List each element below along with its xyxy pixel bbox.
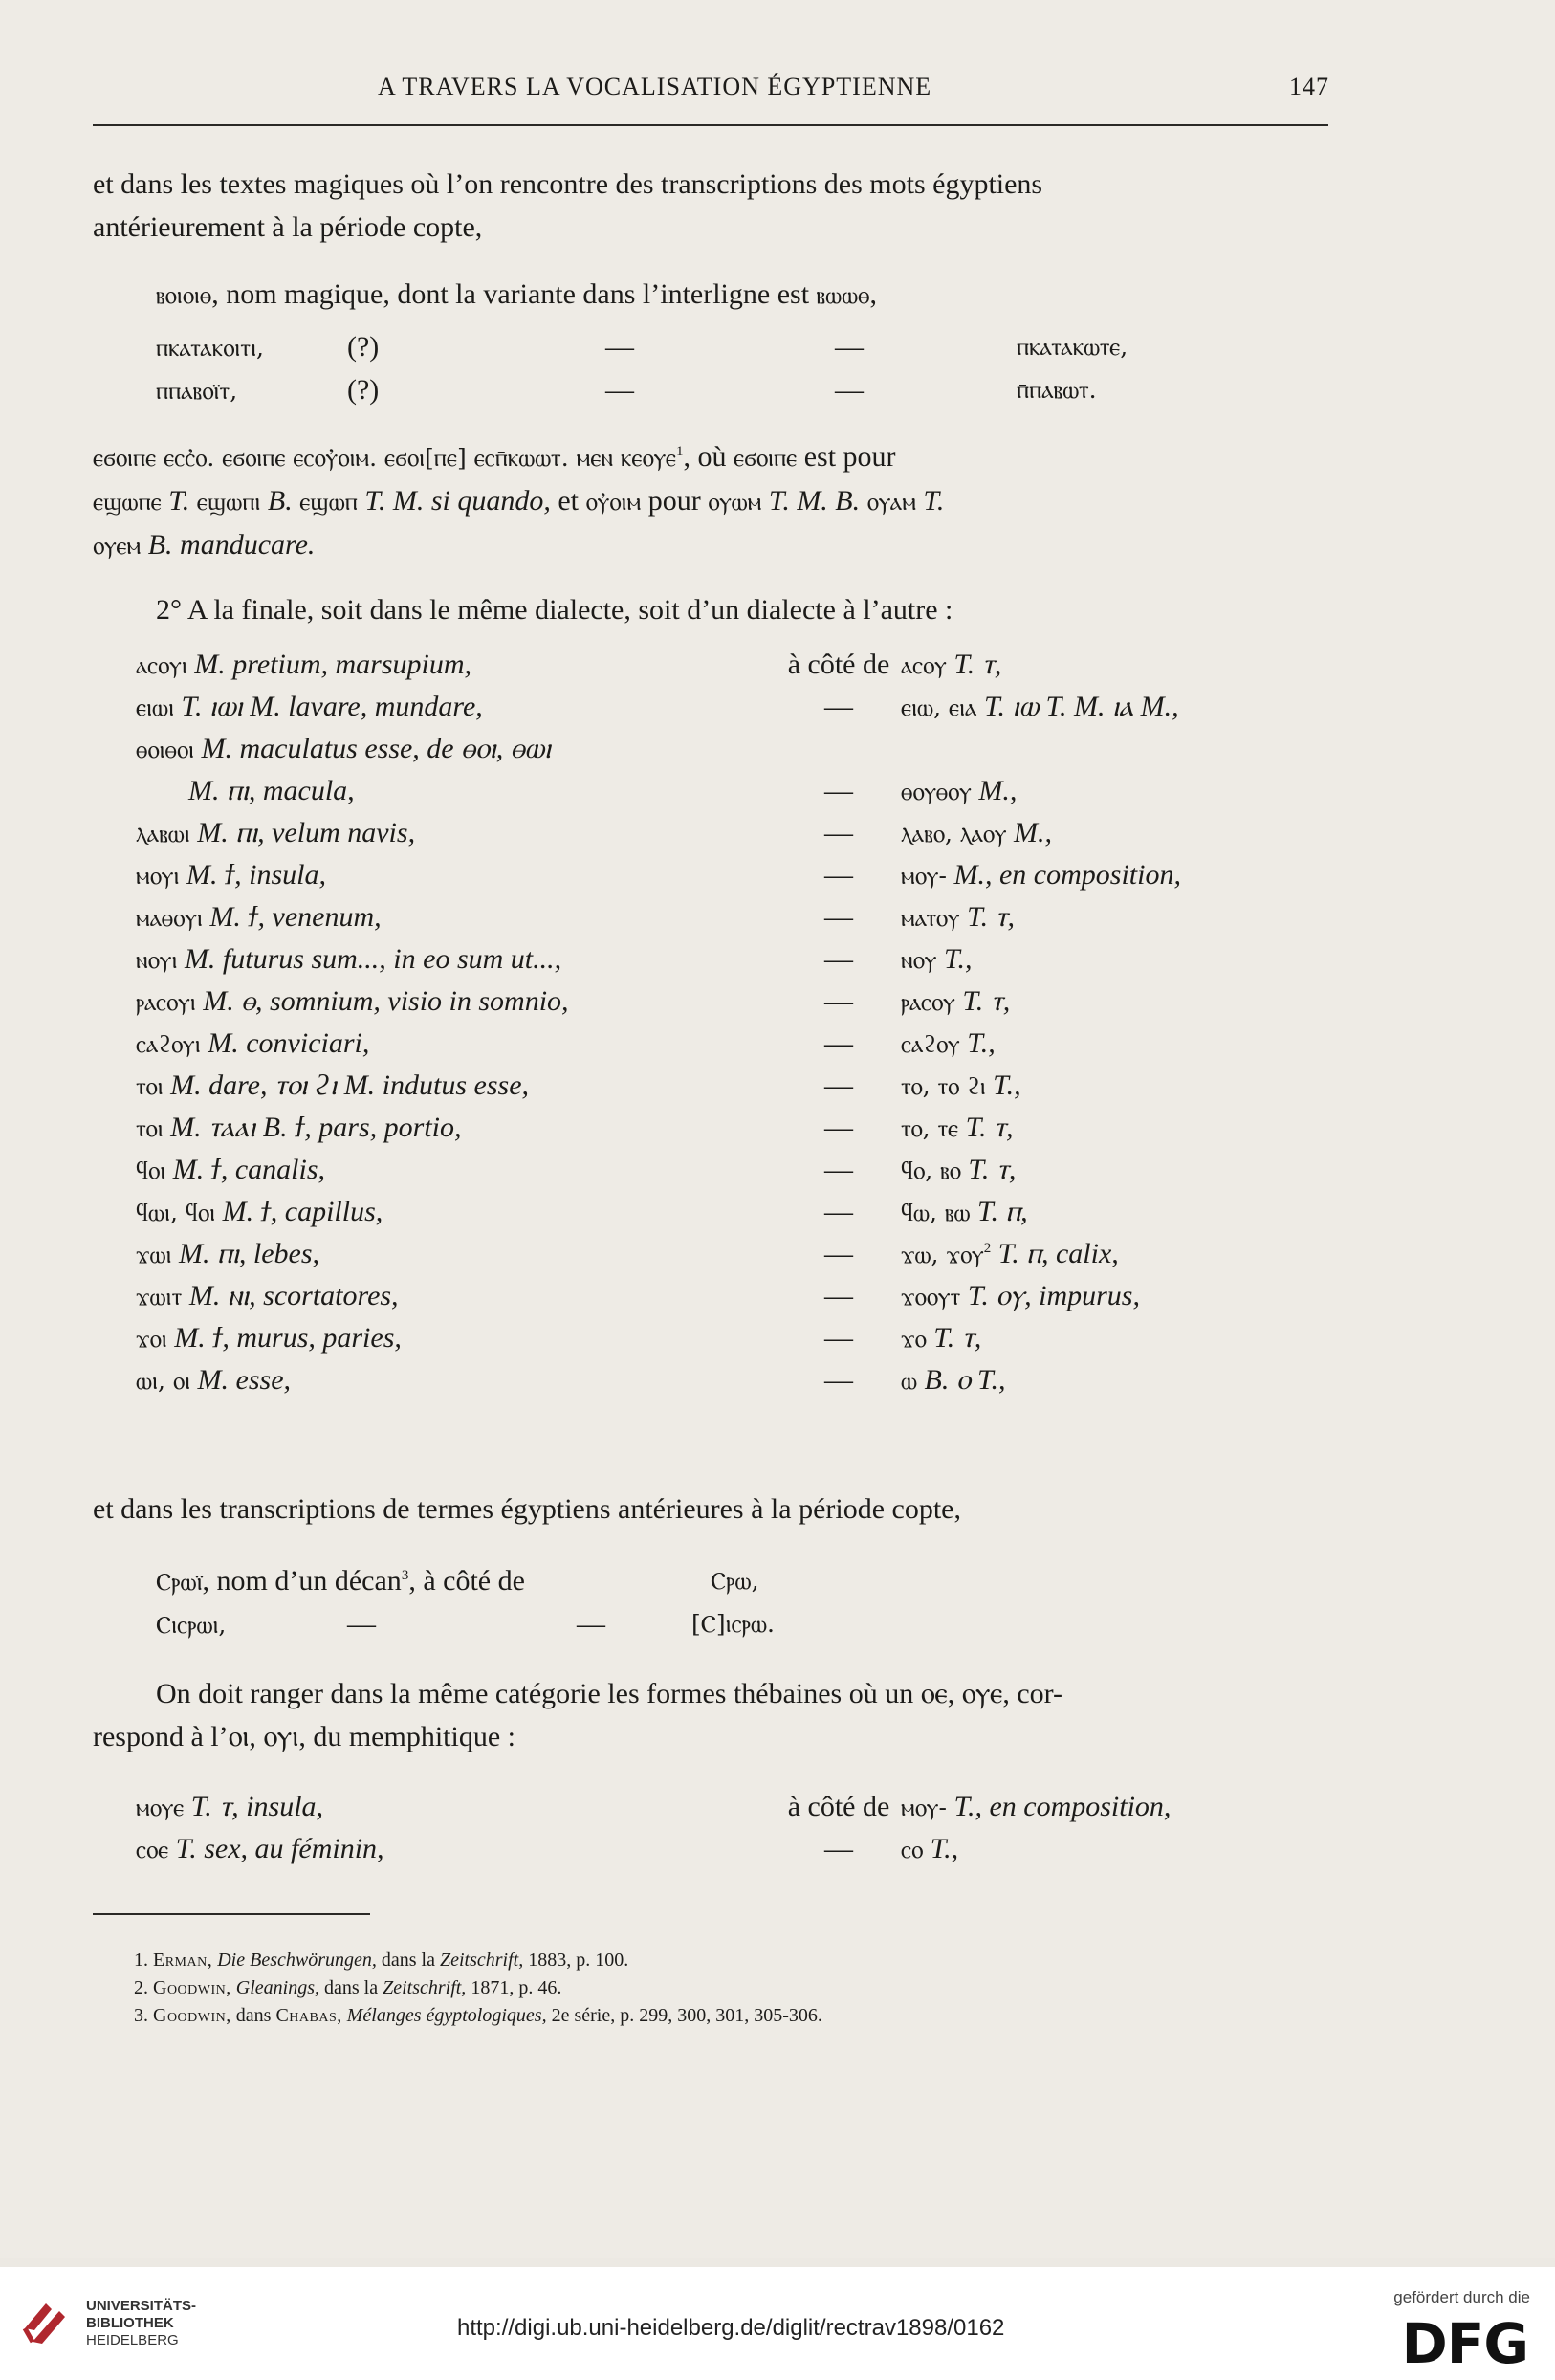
vocab-row	[93, 649, 1328, 691]
vocab-row	[93, 1238, 1328, 1280]
relation-text: —	[824, 1069, 853, 1101]
dash: —	[347, 1608, 376, 1640]
coptic-line-3	[93, 523, 1328, 567]
magic-text: , nom magique, dont la variante dans l’interligne est	[211, 278, 817, 310]
fn-work: Die Beschwörungen,	[217, 1950, 377, 1971]
gloss-text: M. ϯ, murus, paries,	[166, 1322, 402, 1354]
variant-form	[901, 901, 1015, 934]
coptic-text: ϫⲱⲓ	[136, 1241, 172, 1268]
coptic-text: ⲧⲟⲓ	[136, 1072, 164, 1100]
gloss-text: M. esse,	[190, 1364, 292, 1396]
vocab-row	[93, 1364, 1328, 1406]
magic-word-row	[156, 325, 1328, 369]
transcriptions-intro: et dans les transcriptions de termes égyptiens antérieures à la période copte,	[93, 1493, 961, 1525]
variant-form	[901, 691, 1179, 723]
gloss-text: M. ⲡⲓ, velum navis,	[189, 817, 416, 848]
text: T. M. B.	[761, 485, 867, 517]
permalink-url[interactable]: http://digi.ub.uni-heidelberg.de/diglit/rectrav1898/0162	[457, 2315, 1005, 2341]
coptic-text: ⲣⲁⲥⲟⲩ	[901, 988, 955, 1016]
footnote-ref: 2	[983, 1241, 992, 1256]
coptic-text: ⲁⲥⲟⲩ	[901, 651, 947, 679]
footnote-3	[134, 2002, 822, 2030]
funding-label: gefördert durch die	[1393, 2288, 1530, 2306]
coptic-text: ⲉⲓⲱ, ⲉⲓⲁ	[901, 694, 977, 721]
relation-text: —	[824, 775, 853, 806]
text: , à côté de	[408, 1565, 525, 1597]
variant-form	[901, 1027, 996, 1060]
fn-author: Chabas,	[275, 2005, 342, 2026]
gloss-text: M. maculatus esse, de ⲑⲟⲓ, ⲑⲱⲓ	[194, 733, 552, 764]
coptic-text: ⲧⲟ, ⲧⲉ	[901, 1114, 959, 1142]
memphitic-form	[136, 1196, 383, 1228]
text: T.	[161, 485, 197, 517]
memphitic-form	[136, 1069, 529, 1102]
coptic-text: ⲧⲟⲓ	[136, 1114, 164, 1142]
coptic-text: ⲉϭⲟⲓⲡⲉ	[734, 444, 798, 472]
variant-form	[901, 1069, 1021, 1102]
relation-text: —	[824, 1238, 853, 1269]
memphitic-form	[136, 859, 326, 892]
text-line: respond à l’ⲟⲓ, ⲟⲩⲓ, du memphitique :	[93, 1721, 515, 1752]
vocab-row	[93, 1069, 1328, 1112]
vocab-row	[93, 901, 1328, 943]
dialect-text: M.,	[971, 775, 1018, 806]
coptic-text: ϫⲱⲓⲧ	[136, 1283, 183, 1311]
fn-text: 1883, p. 100.	[523, 1950, 629, 1971]
variant-form	[901, 1322, 981, 1355]
variant-form	[901, 1791, 1171, 1823]
vocab-row	[93, 775, 1328, 817]
dialect-text: T. ⲧ,	[960, 1154, 1017, 1185]
relation-text: —	[824, 859, 853, 891]
punct: ,	[869, 278, 877, 310]
relation-text: —	[824, 1364, 853, 1396]
section-2-heading: 2° A la finale, soit dans le même dialecte, soit d’un dialecte à l’autre :	[156, 594, 953, 626]
memphitic-form	[136, 691, 483, 723]
page-number: 147	[1289, 73, 1329, 100]
memphitic-form	[136, 943, 561, 976]
coptic-text: ⲉϣⲱⲡⲉ	[93, 488, 162, 516]
relation-text: —	[824, 1154, 853, 1185]
fn-num: 1.	[134, 1950, 148, 1971]
coptic-text: ⲙⲟⲩ-	[901, 862, 947, 890]
memphitic-form	[136, 1833, 384, 1865]
running-title: A TRAVERS LA VOCALISATION ÉGYPTIENNE	[378, 73, 932, 100]
coptic-variant: ⲃⲱⲱⲑ	[816, 281, 870, 309]
vocab-row	[93, 1112, 1328, 1154]
coptic-text: ⲗⲁⲃⲟ, ⲗⲁⲟⲩ	[901, 820, 1007, 848]
coptic-text: ⲙⲁⲧⲟⲩ	[901, 904, 960, 932]
gloss-text: M. ϯ, insula,	[179, 859, 326, 891]
vocab-row	[93, 817, 1328, 859]
variant-form	[901, 1280, 1140, 1312]
coptic-text: ϥⲟ, ⲃⲟ	[901, 1157, 961, 1184]
variant-form	[901, 1833, 958, 1865]
coptic-text: ⲛⲟⲩ	[901, 946, 937, 974]
dash: —	[605, 331, 634, 363]
relation-text: —	[824, 1196, 853, 1227]
coptic-text: ϥⲟⲓ	[136, 1157, 166, 1184]
relation-text: —	[824, 1322, 853, 1354]
coptic-text: ⲣⲁⲥⲟⲩⲓ	[136, 988, 196, 1016]
fn-text: dans la	[318, 1977, 383, 1998]
memphitic-form	[136, 649, 471, 681]
coptic-text: ⲉϣⲱⲡⲓ	[196, 488, 261, 516]
relation-text: à côté de	[787, 1791, 890, 1822]
coptic-text: ϫⲟ	[901, 1325, 927, 1353]
relation-text: —	[824, 691, 853, 722]
dialect-text: T. ⲧ,	[958, 1112, 1014, 1143]
coptic-text: ϫⲟⲓ	[136, 1325, 167, 1353]
coptic-word: ⲡⲕⲁⲧⲁⲕⲟⲓⲧⲓ,	[156, 334, 264, 362]
coptic-text: ⲙⲁⲑⲟⲩⲓ	[136, 904, 203, 932]
relation-text: —	[824, 817, 853, 848]
gloss-text: M. ⲑ, somnium, visio in somnio,	[195, 985, 569, 1017]
relation-text: —	[824, 1833, 853, 1864]
library-line: BIBLIOTHEK	[86, 2315, 174, 2331]
coptic-text: ⲥⲁϩⲟⲩⲓ	[136, 1030, 201, 1058]
fn-num: 3.	[134, 2005, 148, 2026]
text: est pour	[797, 441, 896, 473]
gloss-text: M. ⲡⲓ, macula,	[188, 775, 355, 806]
variant-form	[901, 1364, 1006, 1397]
vocab-row	[93, 1322, 1328, 1364]
dash: —	[605, 374, 634, 406]
coptic-text: ⲙⲟⲩⲉ	[136, 1794, 185, 1821]
memphitic-form	[136, 901, 382, 934]
dash: —	[835, 331, 864, 363]
footnote-1	[134, 1947, 822, 1974]
running-head	[91, 67, 1329, 105]
magic-word-row	[156, 273, 1328, 317]
coptic-text: ⲟⲩⲁⲙ	[866, 488, 916, 516]
coptic-text: ⲗⲁⲃⲱⲓ	[136, 820, 190, 848]
dialect-text: T. ⲧ,	[946, 649, 1002, 680]
dialect-text: M.,	[1006, 817, 1053, 848]
query-mark: (?)	[347, 331, 380, 363]
dash: —	[577, 1608, 605, 1640]
memphitic-form	[136, 817, 415, 849]
library-line: HEIDELBERG	[86, 2332, 179, 2348]
library-logo-icon	[17, 2294, 75, 2351]
dialect-text: T.,	[985, 1069, 1021, 1101]
coptic-text: ϥⲱⲓ, ϥⲟⲓ	[136, 1199, 216, 1226]
gloss-text: M. futurus sum..., in eo sum ut...,	[177, 943, 562, 975]
fn-text: 2e série, p. 299, 300, 301, 305-306.	[546, 2005, 822, 2026]
coptic-variant: ⲡⲕⲁⲧⲁⲕⲱⲧⲉ,	[1017, 333, 1128, 361]
gloss-text: M. ϯ, venenum,	[202, 901, 382, 933]
vocab-row	[93, 691, 1328, 733]
coptic-line-2	[93, 479, 1328, 523]
dialect-text: T. ⲓⲱ T. M. ⲓⲁ M.,	[976, 691, 1179, 722]
variant-form	[901, 1238, 1119, 1270]
memphitic-form	[136, 1154, 325, 1186]
dialect-text: T., en composition,	[946, 1791, 1172, 1822]
vocab-row	[93, 1833, 1328, 1875]
query-mark: (?)	[347, 374, 380, 406]
relation-text: à côté de	[787, 649, 890, 680]
coptic-variant: ⲡ̄ⲡⲁⲃⲱⲧ.	[1017, 376, 1097, 404]
dialect-text: T. ⲧ,	[959, 901, 1016, 933]
library-name	[86, 2298, 196, 2349]
vocab-row	[93, 943, 1328, 985]
memphitic-form	[136, 1238, 319, 1270]
variant-form	[901, 943, 972, 976]
coptic-text: ϫⲱ, ϫⲟⲩ	[901, 1241, 984, 1268]
coptic-text: ⲥⲟ	[901, 1836, 924, 1863]
coptic-text: ϫⲟⲟⲩⲧ	[901, 1283, 961, 1311]
text: et	[550, 485, 586, 517]
memphitic-form	[188, 775, 355, 807]
coptic-text: ⲱⲓ, ⲟⲓ	[136, 1367, 191, 1395]
coptic-word: ⲃⲟⲓⲟⲓⲑ	[156, 281, 212, 309]
variant-form	[901, 859, 1181, 892]
vocab-row	[93, 985, 1328, 1027]
memphitic-form	[136, 733, 551, 765]
gloss-text: M. pretium, marsupium,	[186, 649, 471, 680]
coptic-text: ⲱ	[901, 1367, 918, 1395]
relation-text: —	[824, 1112, 853, 1143]
vocab-row	[93, 1280, 1328, 1322]
relation-text: —	[824, 1280, 853, 1311]
memphitic-form	[136, 1791, 323, 1823]
gloss-text: M. ⲛⲓ, scortatores,	[182, 1280, 399, 1311]
coptic-text: ⲙⲟⲩⲓ	[136, 862, 180, 890]
magic-word-row	[156, 368, 1328, 412]
fn-author: Goodwin,	[153, 1977, 231, 1998]
transcription-row	[156, 1602, 1328, 1646]
dialect-text: M., en composition,	[946, 859, 1181, 891]
intro-line-1: et dans les textes magiques où l’on rencontre des transcriptions des mots égyptiens	[93, 168, 1043, 200]
memphitic-form	[136, 1322, 402, 1355]
coptic-word: ⲡ̄ⲡⲁⲃⲟⲓ̈ⲧ,	[156, 377, 238, 405]
coptic-text: ⲥⲁϩⲟⲩ	[901, 1030, 960, 1058]
gloss-text: T. ⲓⲱⲓ M. lavare, mundare,	[174, 691, 483, 722]
memphitic-form	[136, 1364, 291, 1397]
memphitic-form	[136, 1027, 369, 1060]
fn-author: Goodwin,	[153, 2005, 231, 2026]
gloss-text: T. sex, au féminin,	[168, 1833, 384, 1864]
coptic-text: ⲙⲟⲩ-	[901, 1794, 947, 1821]
gloss-text: M. ϯ, capillus,	[215, 1196, 383, 1227]
footnote-ref: 3	[401, 1568, 409, 1583]
fn-work: Gleanings,	[235, 1977, 319, 1998]
gloss-text: T. ⲧ, insula,	[184, 1791, 324, 1822]
fn-text: 1871, p. 46.	[466, 1977, 562, 1998]
dialect-text: T. ⲡ,	[970, 1196, 1028, 1227]
variant-form	[901, 1112, 1014, 1144]
memphitic-form	[136, 1280, 399, 1312]
text: B. manducare.	[141, 529, 316, 561]
vocab-row	[93, 733, 1328, 775]
dialect-text: B. ⲟ T.,	[917, 1364, 1006, 1396]
dialect-text: T.,	[959, 1027, 996, 1059]
coptic-paragraph	[93, 435, 1328, 567]
intro-line-2: antérieurement à la période copte,	[93, 211, 483, 243]
coptic-text: Ⲥⲓⲥⲣⲱⲓ,	[156, 1611, 227, 1639]
library-line: UNIVERSITÄTS-	[86, 2298, 197, 2314]
fn-author: Erman,	[153, 1950, 213, 1971]
variant-form	[901, 817, 1052, 849]
fn-work: Mélanges égyptologiques,	[346, 2005, 547, 2026]
memphitic-form	[136, 985, 569, 1018]
coptic-text: ⲉⲓⲱⲓ	[136, 694, 175, 721]
footnotes	[134, 1947, 822, 2030]
relation-text: —	[824, 901, 853, 933]
dash: —	[835, 374, 864, 406]
coptic-text: ⲑⲟⲓⲑⲟⲓ	[136, 736, 195, 763]
dialect-text: T.,	[923, 1833, 959, 1864]
coptic-text: [Ⲥ]ⲓⲥⲣⲱ.	[691, 1610, 775, 1638]
coptic-text: ⲑⲟⲩⲑⲟⲩ	[901, 778, 972, 805]
relation-text: —	[824, 1027, 853, 1059]
coptic-text: ⲉϣⲱⲡ	[299, 488, 358, 516]
vocab-row	[93, 1196, 1328, 1238]
fn-text: dans la	[376, 1950, 440, 1971]
fn-journal: Zeitschrift,	[439, 1950, 524, 1971]
coptic-text: ⲥⲟⲉ	[136, 1836, 169, 1863]
header-rule	[93, 124, 1328, 126]
coptic-text: ⲟⲩ̓ⲟⲓⲙ	[585, 488, 642, 516]
text: pour	[641, 485, 709, 517]
dialect-text: T. ⲧ,	[926, 1322, 982, 1354]
coptic-text: ⲟⲩⲉⲙ	[93, 532, 142, 560]
gloss-text: M. ⲡⲓ, lebes,	[171, 1238, 320, 1269]
gloss-text: M. dare, ⲧⲟⲓ ϩⲓ M. indutus esse,	[163, 1069, 530, 1101]
variant-form	[901, 1154, 1016, 1186]
gloss-text: M. ϯ, canalis,	[165, 1154, 326, 1185]
text: T. M. si quando,	[357, 485, 551, 517]
coptic-text: ⲉϭⲟⲓⲡⲉ ⲉⲥⲥ̓ⲟ. ⲉϭⲟⲓⲡⲉ ⲉⲥⲟⲩ̓ⲟⲓⲙ. ⲉϭⲟⲓ[ⲡⲉ] ⲉⲥⲡ̄ⲕⲱⲱⲧ. ⲙⲉⲛ ⲕⲉⲟⲩⲉ	[93, 444, 677, 472]
text: B.	[260, 485, 300, 517]
text: , nom d’un décan	[202, 1565, 402, 1597]
fn-text: dans	[230, 2005, 276, 2026]
coptic-text: ⲧⲟ, ⲧⲟ ϩⲓ	[901, 1072, 986, 1100]
dialect-text: T.,	[936, 943, 973, 975]
footnote-2	[134, 1974, 822, 2002]
coptic-line-1	[93, 435, 1328, 479]
transcription-row	[156, 1559, 1328, 1603]
variant-form	[901, 1196, 1028, 1228]
coptic-text: ⲟⲩⲱⲙ	[708, 488, 762, 516]
dfg-logo: DFG	[1401, 2311, 1528, 2376]
fn-num: 2.	[134, 1977, 148, 1998]
variant-form	[901, 985, 1010, 1018]
coptic-text: ϥⲱ, ⲃⲱ	[901, 1199, 971, 1226]
text: T.	[915, 485, 945, 517]
relation-text: —	[824, 943, 853, 975]
fn-journal: Zeitschrift,	[383, 1977, 467, 1998]
coptic-text: Ⲥⲣⲱⲓ̈	[156, 1568, 203, 1596]
footnote-ref: 1	[676, 444, 684, 459]
vocab-row	[93, 1791, 1328, 1833]
vocab-row	[93, 1154, 1328, 1196]
coptic-text: ⲁⲥⲟⲩⲓ	[136, 651, 187, 679]
variant-form	[901, 649, 1001, 681]
gloss-text: M. ⲧⲁⲁⲓ B. ϯ, pars, portio,	[163, 1112, 462, 1143]
text-line: On doit ranger dans la même catégorie les formes thébaines où un ⲟⲉ, ⲟⲩⲉ, cor-	[156, 1678, 1063, 1709]
memphitic-form	[136, 1112, 462, 1144]
intro-paragraph	[93, 163, 1328, 249]
vocab-row	[93, 1027, 1328, 1069]
thebaines-paragraph	[93, 1672, 1328, 1758]
footer-bar	[0, 2267, 1555, 2380]
variant-form	[901, 775, 1017, 807]
gloss-text: M. conviciari,	[200, 1027, 370, 1059]
text: , où	[683, 441, 734, 473]
footnote-rule	[93, 1913, 370, 1915]
vocab-row	[93, 859, 1328, 901]
coptic-text: Ⲥⲣⲱ,	[711, 1567, 759, 1595]
relation-text: —	[824, 985, 853, 1017]
dialect-text: T. ⲟⲩ, impurus,	[960, 1280, 1140, 1311]
dialect-text: T. ⲡ, calix,	[991, 1238, 1119, 1269]
coptic-text: ⲛⲟⲩⲓ	[136, 946, 178, 974]
dialect-text: T. ⲧ,	[954, 985, 1011, 1017]
